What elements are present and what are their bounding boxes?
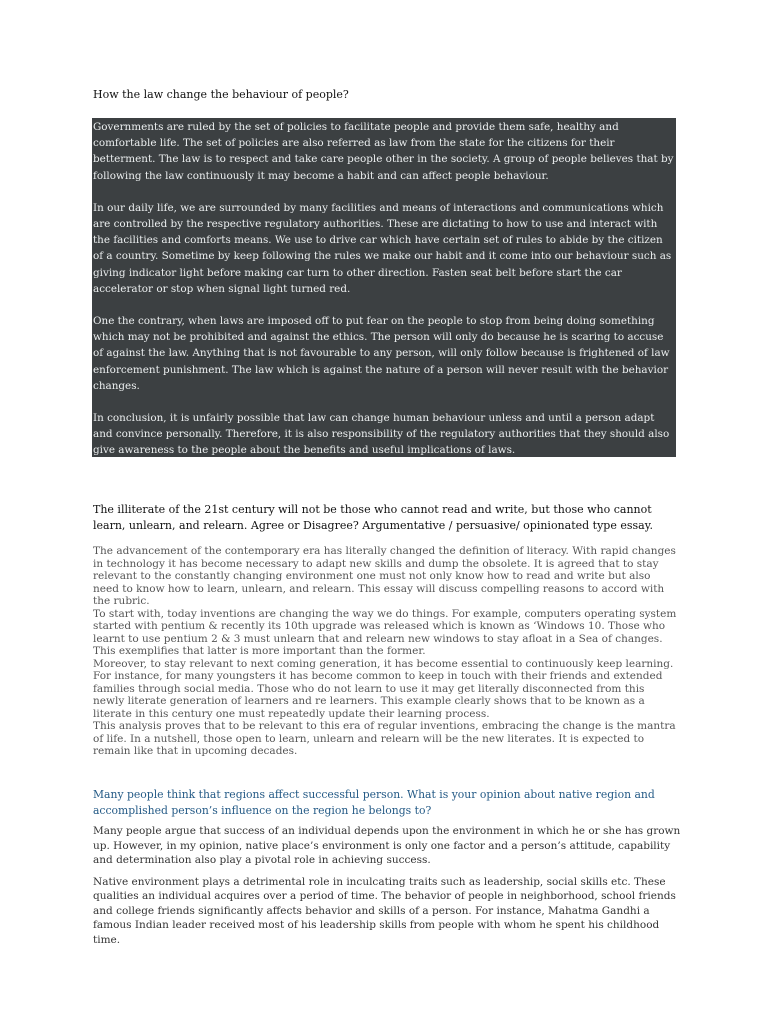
essay2-body bbox=[93, 545, 678, 758]
essay2-paragraph: The advancement of the contemporary era has literally changed the definition of literacy. With rapid changes in technology it has become necessary to adapt new skills and dump the obsolete. It is agreed that to stay relevant to the constantly changing environment one must not only know how to read and write but also need to know how to learn, unlearn, and relearn. This essay will discuss compelling reasons to accord with the rubric. bbox=[93, 545, 676, 607]
essay2-paragraph: This analysis proves that to be relevant to this era of regular inventions, embracing the change is the mantra of life. In a nutshell, those open to learn, unlearn and relearn will be the new literates. It is expected to remain like that in upcoming decades. bbox=[93, 720, 676, 757]
essay3-question: Many people think that regions affect successful person. What is your opinion about native region and accomplished person’s influence on the region he belongs to? bbox=[93, 788, 655, 817]
essay1-paragraph: In conclusion, it is unfairly possible that law can change human behaviour unless and until a person adapt and convince personally. Therefore, it is also responsibility of the regulatory authorities that they should also give awareness to the people about the benefits and useful implications of laws. bbox=[93, 412, 670, 457]
essay2-paragraph: To start with, today inventions are changing the way we do things. For example, computers operating system started with pentium & recently its 10th upgrade was released which is known as ‘Windows 10. Those who learnt to use pentium 2 & 3 must unlearn that and relearn new windows to stay afloat in a Sea of changes. This exemplifies that latter is more important than the former. bbox=[93, 607, 677, 657]
essay1-title: How the law change the behaviour of people? bbox=[93, 88, 349, 101]
essay2-question: The illiterate of the 21st century will not be those who cannot read and write, but those who cannot learn, unlearn, and relearn. Agree or Disagree? Argumentative / persuasive/ opinionated type essay. bbox=[93, 503, 653, 532]
essay1-paragraph: In our daily life, we are surrounded by many facilities and means of interactions and communications which are controlled by the respective regulatory authorities. These are dictating to how to use and interact with the facilities and comforts means. We use to drive car which have certain set of rules to abide by the citizen of a country. Sometime by keep following the rules we make our habit and it come into our behaviour such as giving indicator light before making car turn to other direction. Fasten seat belt before start the car accelerator or stop when signal light turned red. bbox=[93, 201, 672, 295]
essay1-paragraph: One the contrary, when laws are imposed off to put fear on the people to stop from being doing something which may not be prohibited and against the ethics. The person will only do because he is scaring to accuse of against the law. Anything that is not favourable to any person, will only follow because is frightened of law enforcement punishment. The law which is against the nature of a person will never result with the behavior changes. bbox=[93, 315, 670, 392]
essay1-paragraph: Governments are ruled by the set of policies to facilitate people and provide them safe, healthy and comfortable life. The set of policies are also referred as law from the state for the citizens for their betterment. The law is to respect and take care people other in the society. A group of people believes that by following the law continuously it may become a habit and can affect people behaviour. bbox=[93, 121, 674, 182]
essay2-paragraph: Moreover, to stay relevant to next coming generation, it has become essential to continuously keep learning. For instance, for many youngsters it has become common to keep in touch with their friends and extended families through social media. Those who do not learn to use it may get literally disconnected from this newly literate generation of learners and re learners. This example clearly shows that to be known as a literate in this century one must repeatedly update their learning process. bbox=[93, 657, 674, 720]
essay3-body bbox=[93, 824, 683, 954]
essay3-paragraph: Many people argue that success of an individual depends upon the environment in which he or she has grown up. However, in my opinion, native place’s environment is only one factor and a person’s attitude, capability and determination also play a pivotal role in achieving success. bbox=[93, 825, 681, 866]
essay1-highlight-box bbox=[92, 118, 676, 457]
essay3-paragraph: Native environment plays a detrimental role in inculcating traits such as leadership, social skills etc. These qualities an individual acquires over a period of time. The behavior of people in neighborhood, school friends and college friends significantly affects behavior and skills of a person. For instance, Mahatma Gandhi a famous Indian leader received most of his leadership skills from people with whom he spent his childhood time. bbox=[93, 875, 676, 946]
